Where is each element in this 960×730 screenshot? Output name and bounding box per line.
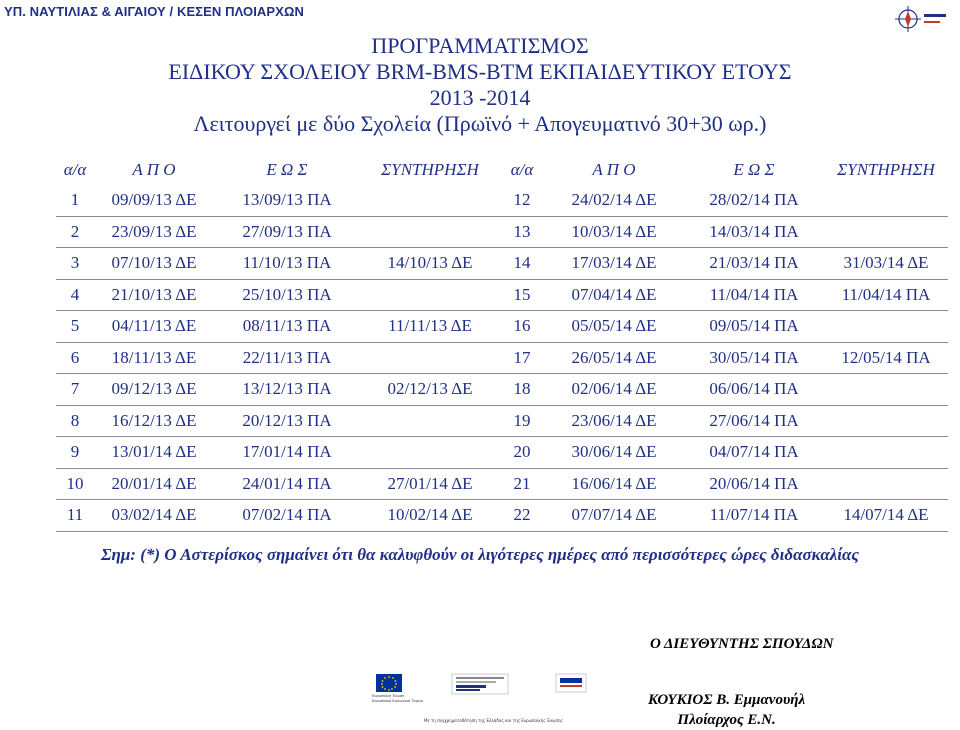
table-row	[56, 248, 948, 280]
schedule-body	[56, 185, 948, 531]
row-number: 2	[56, 216, 94, 248]
to-date: 13/09/13 ΠΑ	[214, 185, 360, 216]
row-number: 7	[56, 374, 94, 406]
row-number: 10	[56, 468, 94, 500]
row-number-2: 19	[500, 405, 544, 437]
maintenance-date	[360, 405, 500, 437]
from-date-2: 07/04/14 ΔΕ	[544, 279, 684, 311]
table-row	[56, 437, 948, 469]
row-number: 5	[56, 311, 94, 343]
to-date-2: 04/07/14 ΠΑ	[684, 437, 824, 469]
col-header-from: Α Π Ο	[132, 160, 176, 179]
col-header-maintenance-2: ΣΥΝΤΗΡΗΣΗ	[837, 160, 935, 179]
table-row	[56, 405, 948, 437]
maintenance-date-2	[824, 185, 948, 216]
to-date-2: 06/06/14 ΠΑ	[684, 374, 824, 406]
to-date-2: 11/04/14 ΠΑ	[684, 279, 824, 311]
maintenance-date: 27/01/14 ΔΕ	[360, 468, 500, 500]
title-line-2: ΕΙΔΙΚΟΥ ΣΧΟΛΕΙΟΥ BRM-BMS-BTM ΕΚΠΑΙΔΕΥΤΙΚΟΥ ΕΤΟΥΣ	[168, 59, 792, 84]
row-number-2: 21	[500, 468, 544, 500]
signer-name: ΚΟΥΚΙΟΣ Β. Εμμανουήλ	[648, 692, 806, 708]
maintenance-date	[360, 279, 500, 311]
from-date: 03/02/14 ΔΕ	[94, 500, 214, 532]
table-row	[56, 342, 948, 374]
to-date: 07/02/14 ΠΑ	[214, 500, 360, 532]
col-header-aa-2: α/α	[510, 160, 534, 179]
from-date: 20/01/14 ΔΕ	[94, 468, 214, 500]
from-date-2: 23/06/14 ΔΕ	[544, 405, 684, 437]
maintenance-date: 11/11/13 ΔΕ	[360, 311, 500, 343]
col-header-from-2: Α Π Ο	[592, 160, 636, 179]
maintenance-date-2: 31/03/14 ΔΕ	[824, 248, 948, 280]
col-header-aa: α/α	[63, 160, 87, 179]
from-date-2: 17/03/14 ΔΕ	[544, 248, 684, 280]
to-date: 13/12/13 ΠΑ	[214, 374, 360, 406]
to-date-2: 20/06/14 ΠΑ	[684, 468, 824, 500]
from-date: 13/01/14 ΔΕ	[94, 437, 214, 469]
table-row	[56, 279, 948, 311]
row-number-2: 22	[500, 500, 544, 532]
from-date: 18/11/13 ΔΕ	[94, 342, 214, 374]
espa-logo-icon	[556, 674, 586, 692]
maintenance-date	[360, 216, 500, 248]
maintenance-date: 10/02/14 ΔΕ	[360, 500, 500, 532]
from-date-2: 24/02/14 ΔΕ	[544, 185, 684, 216]
table-row	[56, 185, 948, 216]
to-date: 11/10/13 ΠΑ	[214, 248, 360, 280]
schedule-table	[56, 155, 948, 532]
table-row	[56, 311, 948, 343]
maintenance-date-2: 11/04/14 ΠΑ	[824, 279, 948, 311]
maintenance-date	[360, 185, 500, 216]
from-date-2: 26/05/14 ΔΕ	[544, 342, 684, 374]
maintenance-date-2	[824, 374, 948, 406]
from-date-2: 16/06/14 ΔΕ	[544, 468, 684, 500]
table-row	[56, 500, 948, 532]
to-date: 17/01/14 ΠΑ	[214, 437, 360, 469]
eu-caption-1: Ευρωπαϊκή Ένωση	[372, 694, 405, 698]
table-header-row	[56, 155, 948, 185]
table-row	[56, 374, 948, 406]
to-date-2: 09/05/14 ΠΑ	[684, 311, 824, 343]
institution-logo-icon	[890, 2, 950, 36]
title-line-4: Λειτουργεί με δύο Σχολεία (Πρωϊνό + Απογευματινό 30+30 ωρ.)	[193, 111, 767, 136]
to-date-2: 30/05/14 ΠΑ	[684, 342, 824, 374]
row-number-2: 17	[500, 342, 544, 374]
from-date-2: 05/05/14 ΔΕ	[544, 311, 684, 343]
maintenance-date-2: 12/05/14 ΠΑ	[824, 342, 948, 374]
col-header-to-2: Ε Ω Σ	[733, 160, 775, 179]
eu-caption	[372, 694, 423, 704]
row-number-2: 15	[500, 279, 544, 311]
col-header-to: Ε Ω Σ	[266, 160, 308, 179]
from-date-2: 30/06/14 ΔΕ	[544, 437, 684, 469]
eu-flag-icon	[376, 674, 402, 692]
to-date-2: 28/02/14 ΠΑ	[684, 185, 824, 216]
from-date: 09/12/13 ΔΕ	[94, 374, 214, 406]
to-date: 27/09/13 ΠΑ	[214, 216, 360, 248]
row-number-2: 18	[500, 374, 544, 406]
row-number: 8	[56, 405, 94, 437]
to-date: 22/11/13 ΠΑ	[214, 342, 360, 374]
title-line-1: ΠΡΟΓΡΑΜΜΑΤΙΣΜΟΣ	[371, 33, 589, 58]
to-date: 20/12/13 ΠΑ	[214, 405, 360, 437]
eu-caption-2: Ευρωπαϊκό Κοινωνικό Ταμείο	[372, 699, 424, 703]
from-date: 16/12/13 ΔΕ	[94, 405, 214, 437]
col-header-maintenance: ΣΥΝΤΗΡΗΣΗ	[381, 160, 479, 179]
maintenance-date-2	[824, 405, 948, 437]
signer-block	[648, 690, 805, 730]
table-row	[56, 468, 948, 500]
maintenance-date: 02/12/13 ΔΕ	[360, 374, 500, 406]
from-date-2: 10/03/14 ΔΕ	[544, 216, 684, 248]
row-number: 9	[56, 437, 94, 469]
from-date-2: 02/06/14 ΔΕ	[544, 374, 684, 406]
funding-statement: Με τη συγχρηματοδότηση της Ελλάδας και της Ευρωπαϊκής Ένωσης	[424, 718, 563, 723]
footnote: Σημ: (*) Ο Αστερίσκος σημαίνει ότι θα καλυφθούν οι λιγότερες ημέρες από περισσότερες ώρες διδασκαλίας	[101, 545, 859, 564]
to-date: 24/01/14 ΠΑ	[214, 468, 360, 500]
row-number-2: 20	[500, 437, 544, 469]
maintenance-date-2	[824, 311, 948, 343]
row-number: 1	[56, 185, 94, 216]
maintenance-date-2	[824, 468, 948, 500]
maintenance-date-2	[824, 216, 948, 248]
from-date: 07/10/13 ΔΕ	[94, 248, 214, 280]
to-date-2: 21/03/14 ΠΑ	[684, 248, 824, 280]
director-title: Ο ΔΙΕΥΘΥΝΤΗΣ ΣΠΟΥΔΩΝ	[650, 636, 834, 652]
from-date: 21/10/13 ΔΕ	[94, 279, 214, 311]
from-date-2: 07/07/14 ΔΕ	[544, 500, 684, 532]
row-number-2: 14	[500, 248, 544, 280]
to-date: 08/11/13 ΠΑ	[214, 311, 360, 343]
ministry-header: ΥΠ. ΝΑΥΤΙΛΙΑΣ & ΑΙΓΑΙΟΥ / ΚΕΣΕΝ ΠΛΟΙΑΡΧΩΝ	[4, 4, 304, 19]
table-row	[56, 216, 948, 248]
row-number: 6	[56, 342, 94, 374]
to-date: 25/10/13 ΠΑ	[214, 279, 360, 311]
programme-logo-icon	[452, 674, 508, 694]
to-date-2: 11/07/14 ΠΑ	[684, 500, 824, 532]
row-number-2: 13	[500, 216, 544, 248]
row-number: 4	[56, 279, 94, 311]
to-date-2: 14/03/14 ΠΑ	[684, 216, 824, 248]
from-date: 09/09/13 ΔΕ	[94, 185, 214, 216]
maintenance-date	[360, 437, 500, 469]
from-date: 04/11/13 ΔΕ	[94, 311, 214, 343]
document-titles	[0, 33, 960, 137]
row-number-2: 16	[500, 311, 544, 343]
maintenance-date: 14/10/13 ΔΕ	[360, 248, 500, 280]
row-number: 3	[56, 248, 94, 280]
to-date-2: 27/06/14 ΠΑ	[684, 405, 824, 437]
maintenance-date-2	[824, 437, 948, 469]
title-line-3: 2013 -2014	[429, 85, 531, 110]
signer-rank: Πλοίαρχος Ε.Ν.	[677, 712, 776, 728]
maintenance-date-2: 14/07/14 ΔΕ	[824, 500, 948, 532]
row-number: 11	[56, 500, 94, 532]
row-number-2: 12	[500, 185, 544, 216]
maintenance-date	[360, 342, 500, 374]
from-date: 23/09/13 ΔΕ	[94, 216, 214, 248]
